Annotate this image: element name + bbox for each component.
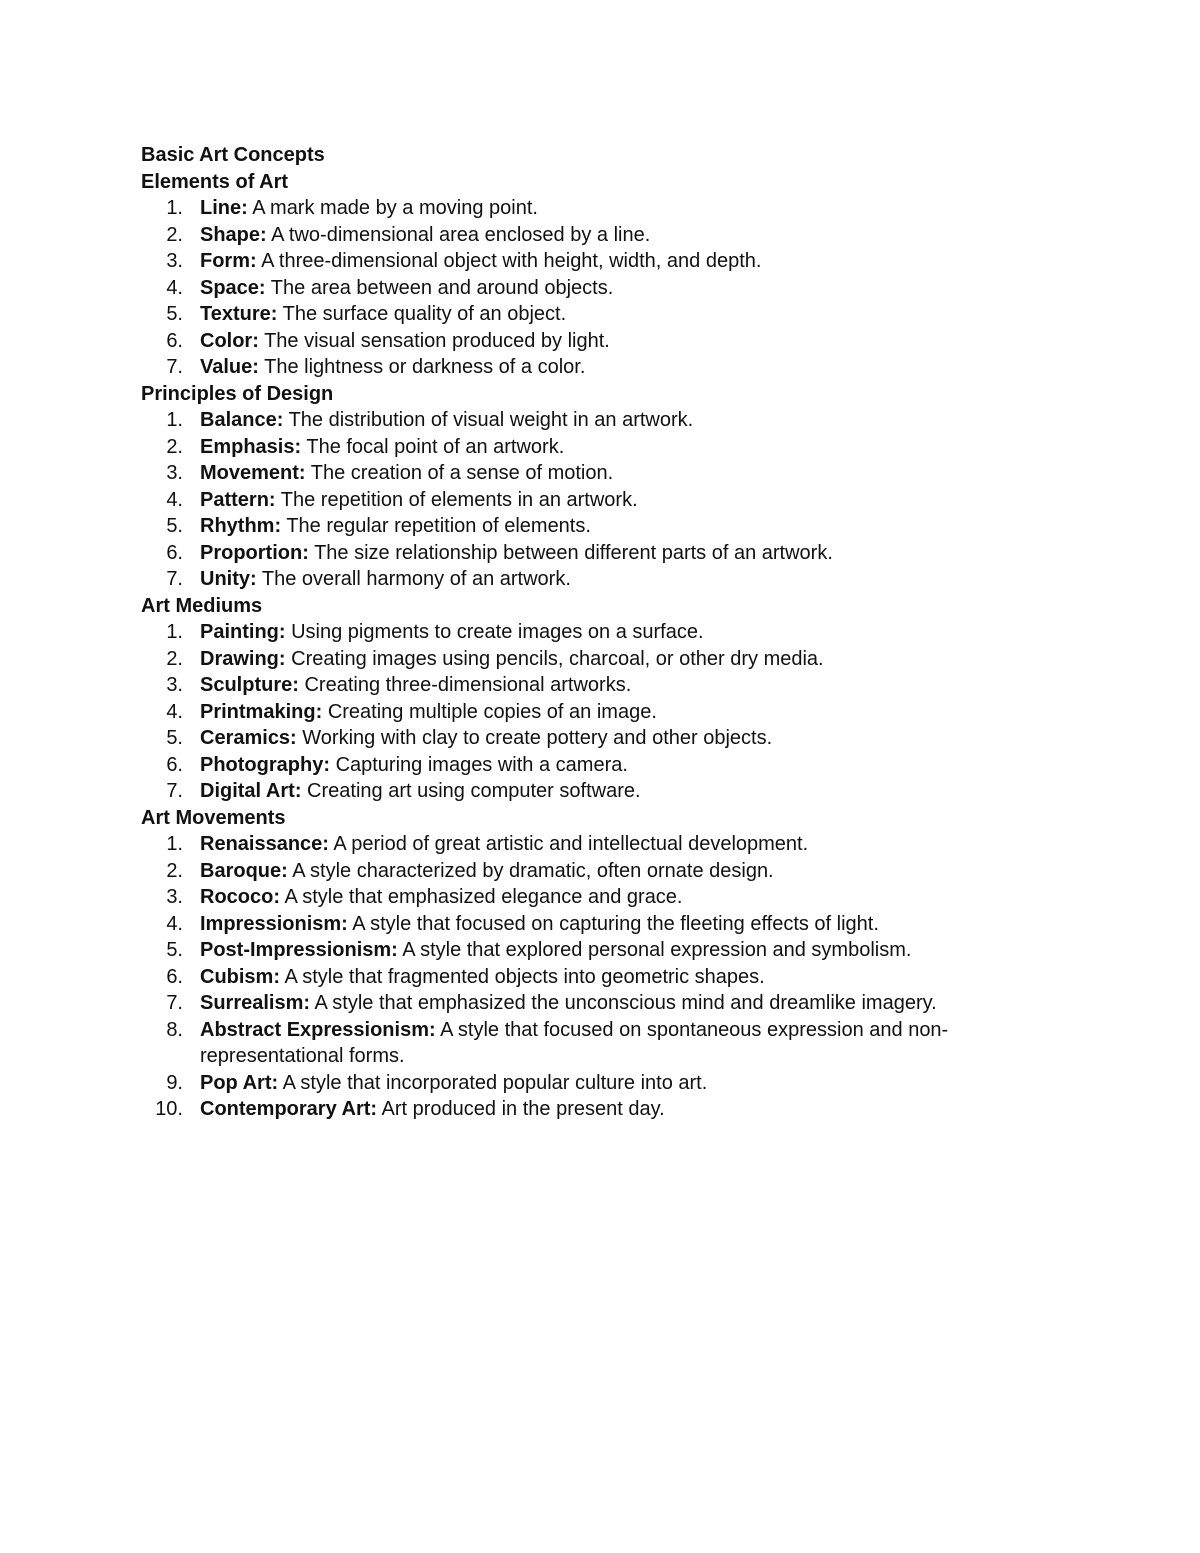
item-term: Printmaking: xyxy=(200,700,323,723)
item-term: Surrealism: xyxy=(200,992,311,1014)
item-description: Creating art using computer software. xyxy=(307,780,641,802)
list-item xyxy=(141,540,1041,567)
item-description: A style characterized by dramatic, often ornate design. xyxy=(292,859,774,882)
item-description: Working with clay to create pottery and other objects. xyxy=(302,727,773,749)
item-number: 4. xyxy=(166,488,183,511)
list-item xyxy=(141,354,1041,381)
section-heading-art-movements: Art Movements xyxy=(141,806,286,829)
list-item xyxy=(141,778,1041,805)
item-number: 1. xyxy=(166,409,183,431)
item-number: 10. xyxy=(155,1098,183,1120)
item-number: 7. xyxy=(166,568,183,590)
item-term: Emphasis: xyxy=(200,435,302,458)
item-term: Sculpture: xyxy=(200,674,299,696)
item-number: 1. xyxy=(166,833,183,855)
item-number: 2. xyxy=(166,647,183,670)
list-item xyxy=(141,964,1041,991)
item-number: 1. xyxy=(166,197,183,219)
item-number: 7. xyxy=(166,992,183,1014)
item-term: Value: xyxy=(200,356,259,378)
item-description: The distribution of visual weight in an artwork. xyxy=(288,409,694,431)
item-description: A style that incorporated popular culture into art. xyxy=(282,1071,708,1094)
item-description: Art produced in the present day. xyxy=(381,1098,665,1120)
item-term: Impressionism: xyxy=(200,912,348,935)
item-number: 6. xyxy=(166,329,183,352)
item-number: 7. xyxy=(166,356,183,378)
list-item xyxy=(141,222,1041,249)
item-description: The lightness or darkness of a color. xyxy=(264,356,586,378)
item-description: A style that emphasized elegance and grace. xyxy=(284,886,683,908)
item-description: Creating three-dimensional artworks. xyxy=(304,674,632,696)
item-number: 2. xyxy=(166,859,183,882)
item-description: The size relationship between different parts of an artwork. xyxy=(314,541,833,564)
document-title: Basic Art Concepts xyxy=(141,144,325,166)
item-number: 8. xyxy=(166,1018,183,1041)
item-number: 7. xyxy=(166,780,183,802)
item-description: The area between and around objects. xyxy=(270,276,614,299)
item-number: 2. xyxy=(166,223,183,246)
section-heading-art-mediums: Art Mediums xyxy=(141,594,263,617)
list-item xyxy=(141,566,1041,593)
elements-of-art-list xyxy=(141,195,1041,381)
item-description: The surface quality of an object. xyxy=(282,303,567,325)
list-item xyxy=(141,1017,1041,1070)
item-description: The regular repetition of elements. xyxy=(286,515,591,537)
item-term: Painting: xyxy=(200,621,286,643)
item-term: Rococo: xyxy=(200,886,280,908)
list-item xyxy=(141,195,1041,222)
item-term: Abstract Expressionism: xyxy=(200,1018,436,1041)
item-description: A style that focused on spontaneous expression and non-representational forms. xyxy=(200,1018,949,1067)
item-term: Shape: xyxy=(200,223,267,246)
list-item xyxy=(141,434,1041,461)
item-description: A style that focused on capturing the fleeting effects of light. xyxy=(352,912,879,935)
item-description: A style that fragmented objects into geometric shapes. xyxy=(284,965,765,988)
item-term: Pop Art: xyxy=(200,1071,279,1094)
list-item xyxy=(141,884,1041,911)
section-heading-elements-of-art: Elements of Art xyxy=(141,170,289,193)
list-item xyxy=(141,990,1041,1017)
art-movements-list xyxy=(141,831,1041,1123)
item-description: The creation of a sense of motion. xyxy=(310,462,614,484)
item-term: Cubism: xyxy=(200,965,280,988)
art-mediums-list xyxy=(141,619,1041,805)
item-term: Line: xyxy=(200,197,248,219)
item-description: A style that explored personal expression and symbolism. xyxy=(402,939,912,961)
item-description: A style that emphasized the unconscious mind and dreamlike imagery. xyxy=(314,992,937,1014)
principles-of-design-list xyxy=(141,407,1041,593)
item-term: Drawing: xyxy=(200,647,286,670)
list-item xyxy=(141,513,1041,540)
item-description: A two-dimensional area enclosed by a line. xyxy=(271,223,651,246)
item-description: Using pigments to create images on a surface. xyxy=(291,621,704,643)
item-description: Creating multiple copies of an image. xyxy=(327,700,657,723)
item-term: Movement: xyxy=(200,462,306,484)
list-item xyxy=(141,752,1041,779)
item-term: Renaissance: xyxy=(200,833,329,855)
item-term: Photography: xyxy=(200,753,330,776)
item-description: Capturing images with a camera. xyxy=(335,753,628,776)
item-number: 5. xyxy=(166,515,183,537)
item-number: 3. xyxy=(166,674,183,696)
item-term: Proportion: xyxy=(200,541,309,564)
item-number: 6. xyxy=(166,753,183,776)
item-description: A mark made by a moving point. xyxy=(252,197,538,219)
list-item xyxy=(141,301,1041,328)
item-number: 3. xyxy=(166,462,183,484)
list-item xyxy=(141,725,1041,752)
item-term: Baroque: xyxy=(200,859,288,882)
item-term: Space: xyxy=(200,276,266,299)
item-number: 6. xyxy=(166,541,183,564)
item-description: The focal point of an artwork. xyxy=(306,435,565,458)
item-description: Creating images using pencils, charcoal, or other dry media. xyxy=(291,647,824,670)
list-item xyxy=(141,1070,1041,1097)
item-number: 4. xyxy=(166,912,183,935)
list-item xyxy=(141,460,1041,487)
item-number: 1. xyxy=(166,621,183,643)
item-description: The visual sensation produced by light. xyxy=(264,329,610,352)
list-item xyxy=(141,858,1041,885)
item-term: Balance: xyxy=(200,409,284,431)
item-number: 5. xyxy=(166,939,183,961)
list-item xyxy=(141,911,1041,938)
list-item xyxy=(141,328,1041,355)
list-item xyxy=(141,699,1041,726)
item-term: Contemporary Art: xyxy=(200,1098,378,1120)
list-item xyxy=(141,407,1041,434)
item-number: 2. xyxy=(166,435,183,458)
list-item xyxy=(141,487,1041,514)
item-term: Unity: xyxy=(200,568,257,590)
item-term: Ceramics: xyxy=(200,727,297,749)
list-item xyxy=(141,672,1041,699)
item-term: Pattern: xyxy=(200,488,276,511)
list-item xyxy=(141,646,1041,673)
list-item xyxy=(141,275,1041,302)
list-item xyxy=(141,248,1041,275)
item-term: Texture: xyxy=(200,303,278,325)
item-term: Digital Art: xyxy=(200,780,302,802)
item-term: Form: xyxy=(200,250,257,272)
item-number: 4. xyxy=(166,700,183,723)
section-heading-principles-of-design: Principles of Design xyxy=(141,382,334,405)
list-item xyxy=(141,1096,1041,1123)
list-item xyxy=(141,831,1041,858)
item-description: The overall harmony of an artwork. xyxy=(261,568,571,590)
item-number: 6. xyxy=(166,965,183,988)
list-item xyxy=(141,937,1041,964)
item-term: Post-Impressionism: xyxy=(200,939,398,961)
item-description: The repetition of elements in an artwork. xyxy=(280,488,638,511)
item-description: A period of great artistic and intellectual development. xyxy=(333,833,809,855)
item-number: 3. xyxy=(166,250,183,272)
item-number: 4. xyxy=(166,276,183,299)
list-item xyxy=(141,619,1041,646)
item-term: Rhythm: xyxy=(200,515,282,537)
document-body xyxy=(141,142,1041,1123)
item-term: Color: xyxy=(200,329,259,352)
item-number: 5. xyxy=(166,303,183,325)
item-description: A three-dimensional object with height, width, and depth. xyxy=(261,250,762,272)
item-number: 9. xyxy=(166,1071,183,1094)
item-number: 3. xyxy=(166,886,183,908)
item-number: 5. xyxy=(166,727,183,749)
